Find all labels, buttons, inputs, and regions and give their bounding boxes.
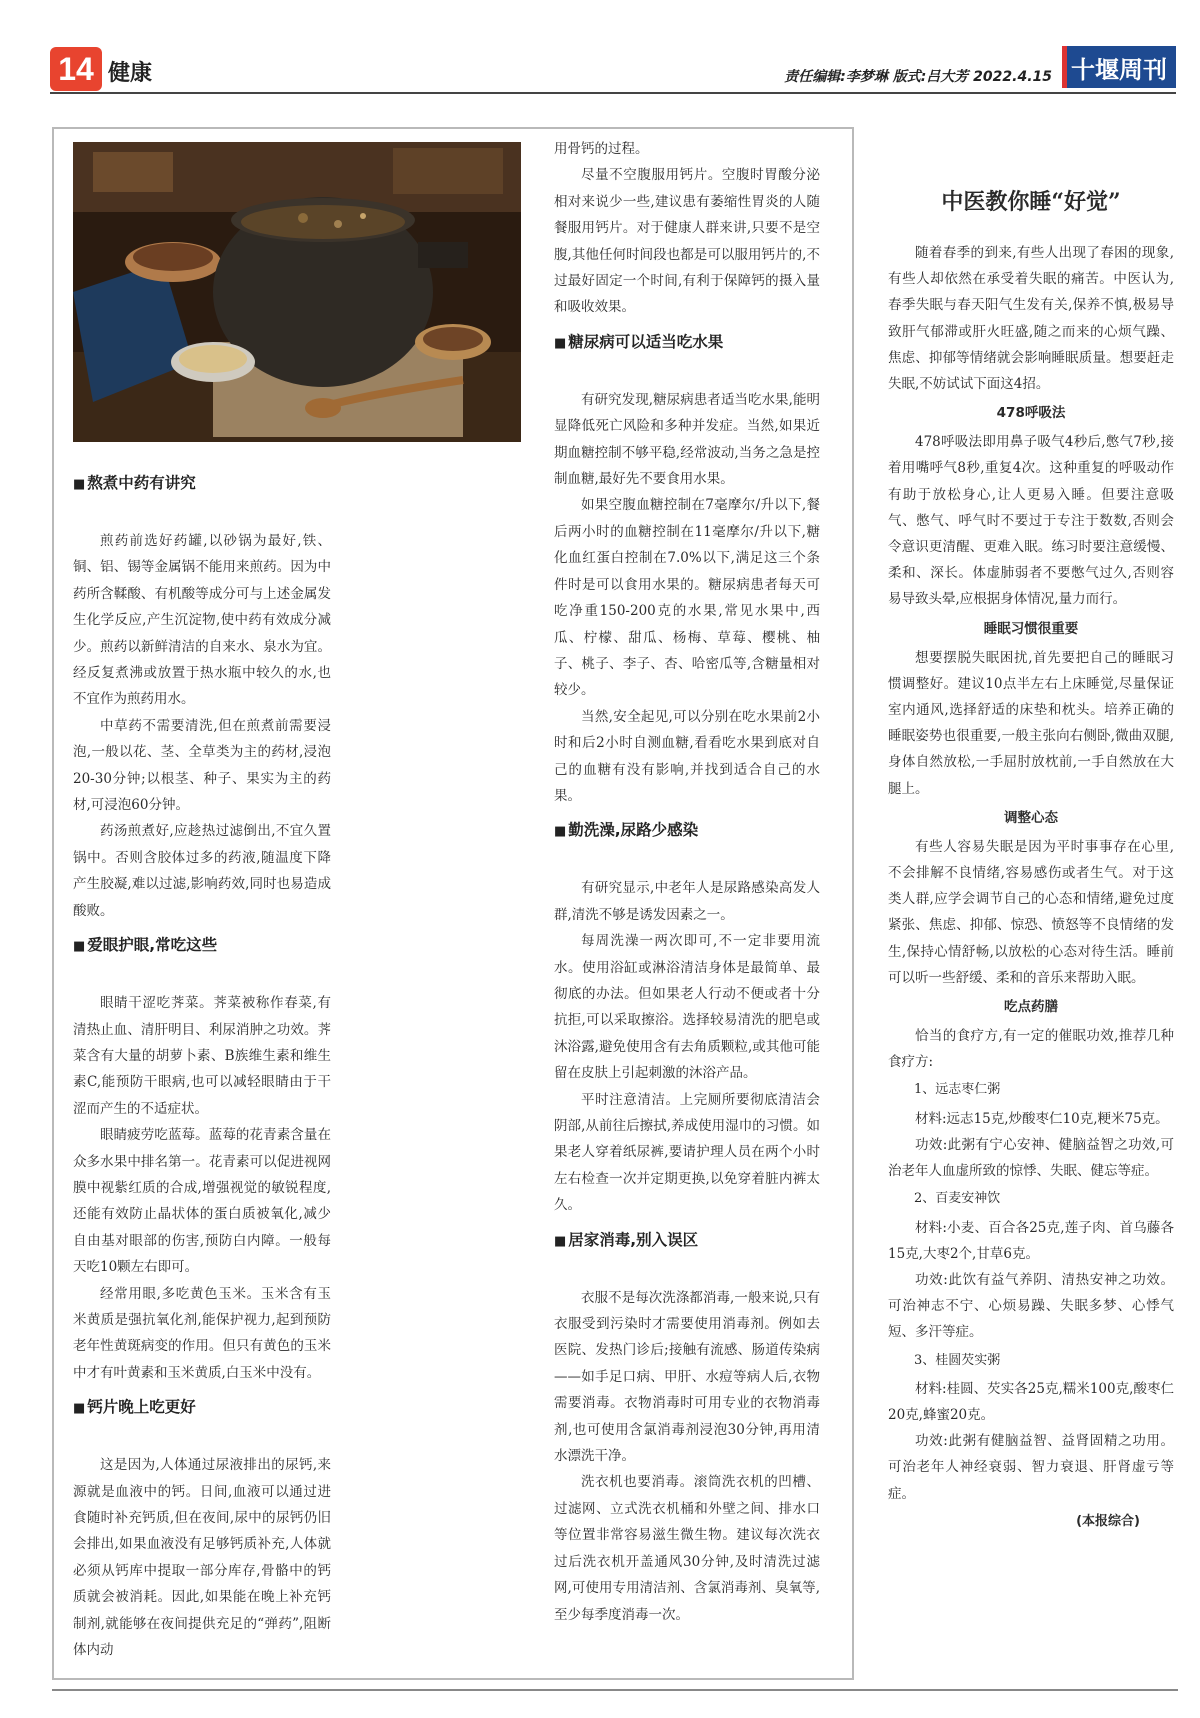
page-header [0, 0, 1200, 100]
paragraph: 药汤煎煮好,应趁热过滤倒出,不宜久置锅中。否则含胶体过多的药液,随温度下降产生胶凝,难以过滤,影响药效,同时也易造成酸败。 [73, 823, 331, 919]
page-number: 14 [50, 47, 102, 91]
paragraph: 这是因为,人体通过尿液排出的尿钙,来源就是血液中的钙。日间,血液可以通过进食随时补充钙质,但在夜间,尿中的尿钙仍旧会排出,如果血液没有足够钙质补充,人体就必须从钙库中提取一部分库存,骨骼中的钙质就会被消耗。因此,如果能在晚上补充钙制剂,就能够在夜间提供充足的“弹药”,阻断体内动 [73, 1457, 331, 1659]
paragraph: 眼睛疲劳吃蓝莓。蓝莓的花青素含量在众多水果中排名第一。花青素可以促进视网膜中视紫红质的合成,增强视觉的敏锐程度,还能有效防止晶状体的蛋白质被氧化,减少自由基对眼部的伤害,预防白内障。一般每天吃10颗左右即可。 [73, 1127, 331, 1276]
subheading-medicinal-diet: 吃点药膳 [1004, 999, 1058, 1016]
paragraph: 洗衣机也要消毒。滚筒洗衣机的凹槽、过滤网、立式洗衣机桶和外壁之间、排水口等位置非常容易滋生微生物。建议每次洗衣过后洗衣机开盖通风30分钟,及时清洗过滤网,可使用专用清洁剂、含氯消毒剂、臭氧等,至少每季度消毒一次。 [554, 1474, 820, 1623]
paragraph: 有研究发现,糖尿病患者适当吃水果,能明显降低死亡风险和多种并发症。当然,如果近期血糖控制不够平稳,经常波动,当务之急是控制血糖,最好先不要食用水果。 [554, 391, 820, 488]
paragraph: 衣服不是每次洗涤都消毒,一般来说,只有衣服受到污染时才需要使用消毒剂。例如去医院、发热门诊后;接触有流感、肠道传染病——如手足口病、甲肝、水痘等病人后,衣物需要消毒。衣物消毒时可用专业的衣物消毒剂,也可使用含氯消毒剂浸泡30分钟,再用清水漂洗干净。 [554, 1289, 820, 1465]
herbal-medicine-photo [73, 142, 521, 442]
section-title-bathing: ■ 勤洗澡,尿路少感染 [554, 817, 820, 875]
paragraph: 眼睛干涩吃荠菜。荠菜被称作春菜,有清热止血、清肝明目、利尿消肿之功效。荠菜含有大量的胡萝卜素、B族维生素和维生素C,能预防干眼病,也可以减轻眼睛由于干涩而产生的不适症状。 [73, 995, 331, 1117]
paragraph: 煎药前选好药罐,以砂锅为最好,铁、铜、铝、锡等金属锅不能用来煎药。因为中药所含鞣酸、有机酸等成分可与上述金属发生化学反应,产生沉淀物,使中药有效成分减少。煎药以新鲜清洁的自来水、泉水为宜。经反复煮沸或放置于热水瓶中较久的水,也不宜作为煎药用水。 [73, 533, 331, 708]
paragraph: 中草药不需要清洗,但在煎煮前需要浸泡,一般以花、茎、全草类为主的药材,浸泡20-30分钟;以根茎、种子、果实为主的药材,可浸泡60分钟。 [73, 717, 331, 814]
paragraph: 有研究显示,中老年人是尿路感染高发人群,清洗不够是诱发因素之一。 [554, 880, 820, 923]
section-title-eye-care: ■ 爱眼护眼,常吃这些 [73, 932, 331, 990]
section-title-diabetes: ■ 糖尿病可以适当吃水果 [554, 329, 820, 387]
paragraph: 如果空腹血糖控制在7毫摩尔/升以下,餐后两小时的血糖控制在11毫摩尔/升以下,糖化血红蛋白控制在7.0%以下,满足这三个条件时是可以食用水果的。糖尿病患者每天可吃净重150-200克的水果,常见水果中,西瓜、柠檬、甜瓜、杨梅、草莓、樱桃、柚子、桃子、李子、杏、哈密瓜等,含糖量相对较少。 [554, 497, 820, 699]
paragraph: 随着春季的到来,有些人出现了春困的现象,有些人却依然在承受着失眠的痛苦。中医认为,春季失眠与春天阳气生发有关,保养不慎,极易导致肝气郁滞或肝火旺盛,随之而来的心烦气躁、焦虑、抑郁等情绪就会影响睡眠质量。想要赶走失眠,不妨试试下面这4招。 [888, 245, 1174, 393]
recipe-title: 1、远志枣仁粥 [914, 1082, 1001, 1098]
masthead-logo: 十堰周刊 [1062, 46, 1176, 88]
section-title-calcium: ■ 钙片晚上吃更好 [73, 1394, 331, 1452]
recipe-effect: 功效:此粥有健脑益智、益肾固精之功用。可治老年人神经衰弱、智力衰退、肝肾虚亏等症。 [888, 1433, 1174, 1502]
recipe-effect: 功效:此粥有宁心安神、健脑益智之功效,可治老年人血虚所致的惊悸、失眠、健忘等症。 [888, 1136, 1174, 1180]
subheading-breathing: 478呼吸法 [996, 405, 1066, 422]
herbal-pot-illustration [73, 142, 521, 442]
paragraph: 用骨钙的过程。 [554, 141, 649, 157]
paragraph: 经常用眼,多吃黄色玉米。玉米含有玉米黄质是强抗氧化剂,能保护视力,起到预防老年性黄斑病变的作用。但只有黄色的玉米中才有叶黄素和玉米黄质,白玉米中没有。 [73, 1285, 331, 1381]
paragraph: 当然,安全起见,可以分别在吃水果前2小时和后2小时自测血糖,看看吃水果到底对自己的血糖有没有影响,并找到适合自己的水果。 [554, 708, 820, 804]
article-title: 中医教你睡“好觉” [941, 189, 1121, 215]
section-name: 健康 [108, 61, 153, 86]
recipe-effect: 功效:此饮有益气养阴、清热安神之功效。可治神志不宁、心烦易躁、失眠多梦、心悸气短、多汗等症。 [888, 1271, 1174, 1341]
paragraph: 478呼吸法即用鼻子吸气4秒后,憋气7秒,接着用嘴呼气8秒,重复4次。这种重复的呼吸动作有助于放松身心,让人更易入睡。但要注意吸气、憋气、呼气时不要过于专注于数数,否则会令意识更清醒、更难入眠。练习时要注意缓慢、柔和、深长。体虚肺弱者不要憋气过久,否则容易导致头晕,应根据身体情况,量力而行。 [888, 434, 1174, 608]
editor-credits: 责任编辑:李梦琳 版式:吕大芳 2022.4.15 [784, 69, 1052, 85]
paragraph: 每周洗澡一两次即可,不一定非要用流水。使用浴缸或淋浴清洁身体是最简单、最彻底的办法。但如果老人行动不便或者十分抗拒,可以采取擦浴。选择较易清洗的肥皂或沐浴露,避免使用含有去角质颗粒,或其他可能留在皮肤上引起刺激的沐浴产品。 [554, 933, 820, 1082]
paragraph: 恰当的食疗方,有一定的催眠功效,推荐几种食疗方: [888, 1028, 1174, 1071]
subheading-mindset: 调整心态 [1004, 809, 1058, 826]
paragraph: 平时注意清洁。上完厕所要彻底清洁会阴部,从前往后擦拭,养成使用湿巾的习惯。如果老人穿着纸尿裤,要请护理人员在两个小时左右检查一次并定期更换,以免穿着脏内裤太久。 [554, 1091, 820, 1214]
recipe-materials: 材料:桂圆、芡实各25克,糯米100克,酸枣仁20克,蜂蜜20克。 [888, 1380, 1174, 1423]
paragraph: 想要摆脱失眠困扰,首先要把自己的睡眠习惯调整好。建议10点半左右上床睡觉,尽量保证室内通风,选择舒适的床垫和枕头。培养正确的睡眠姿势也很重要,一般主张向右侧卧,微曲双腿,身体自然放松,一手屈肘放枕前,一手自然放在大腿上。 [888, 649, 1174, 797]
paragraph: 尽量不空腹服用钙片。空腹时胃酸分泌相对来说少一些,建议患有萎缩性胃炎的人随餐服用钙片。对于健康人群来讲,只要不是空腹,其他任何时间段也都是可以服用钙片的,不过最好固定一个时间,有利于保障钙的摄入量和吸收效果。 [554, 167, 820, 316]
section-title-decoction: ■ 熬煮中药有讲究 [73, 470, 331, 528]
column-2 [554, 136, 820, 1628]
subheading-sleep-habits: 睡眠习惯很重要 [983, 620, 1079, 637]
header-rule [50, 92, 1176, 94]
recipe-materials: 材料:远志15克,炒酸枣仁10克,粳米75克。 [915, 1110, 1169, 1127]
paragraph: 有些人容易失眠是因为平时事事存在心里,不会排解不良情绪,容易感伤或者生气。对于这类人群,应学会调节自己的心态和情绪,避免过度紧张、焦虑、抑郁、惊恐、愤怒等不良情绪的发生,保持心情舒畅,以放松的心态对待生活。睡前可以听一些舒缓、柔和的音乐来帮助入眠。 [888, 838, 1174, 986]
column-3 [888, 186, 1174, 1535]
recipe-title: 3、桂圆芡实粥 [914, 1352, 1001, 1368]
source-note: (本报综合) [1076, 1513, 1140, 1529]
recipe-materials: 材料:小麦、百合各25克,莲子肉、首乌藤各15克,大枣2个,甘草6克。 [888, 1219, 1174, 1262]
bottom-rule [52, 1689, 1178, 1691]
section-title-disinfection: ■ 居家消毒,别入误区 [554, 1227, 820, 1285]
column-1 [73, 470, 331, 1663]
recipe-title: 2、百麦安神饮 [914, 1191, 1001, 1207]
